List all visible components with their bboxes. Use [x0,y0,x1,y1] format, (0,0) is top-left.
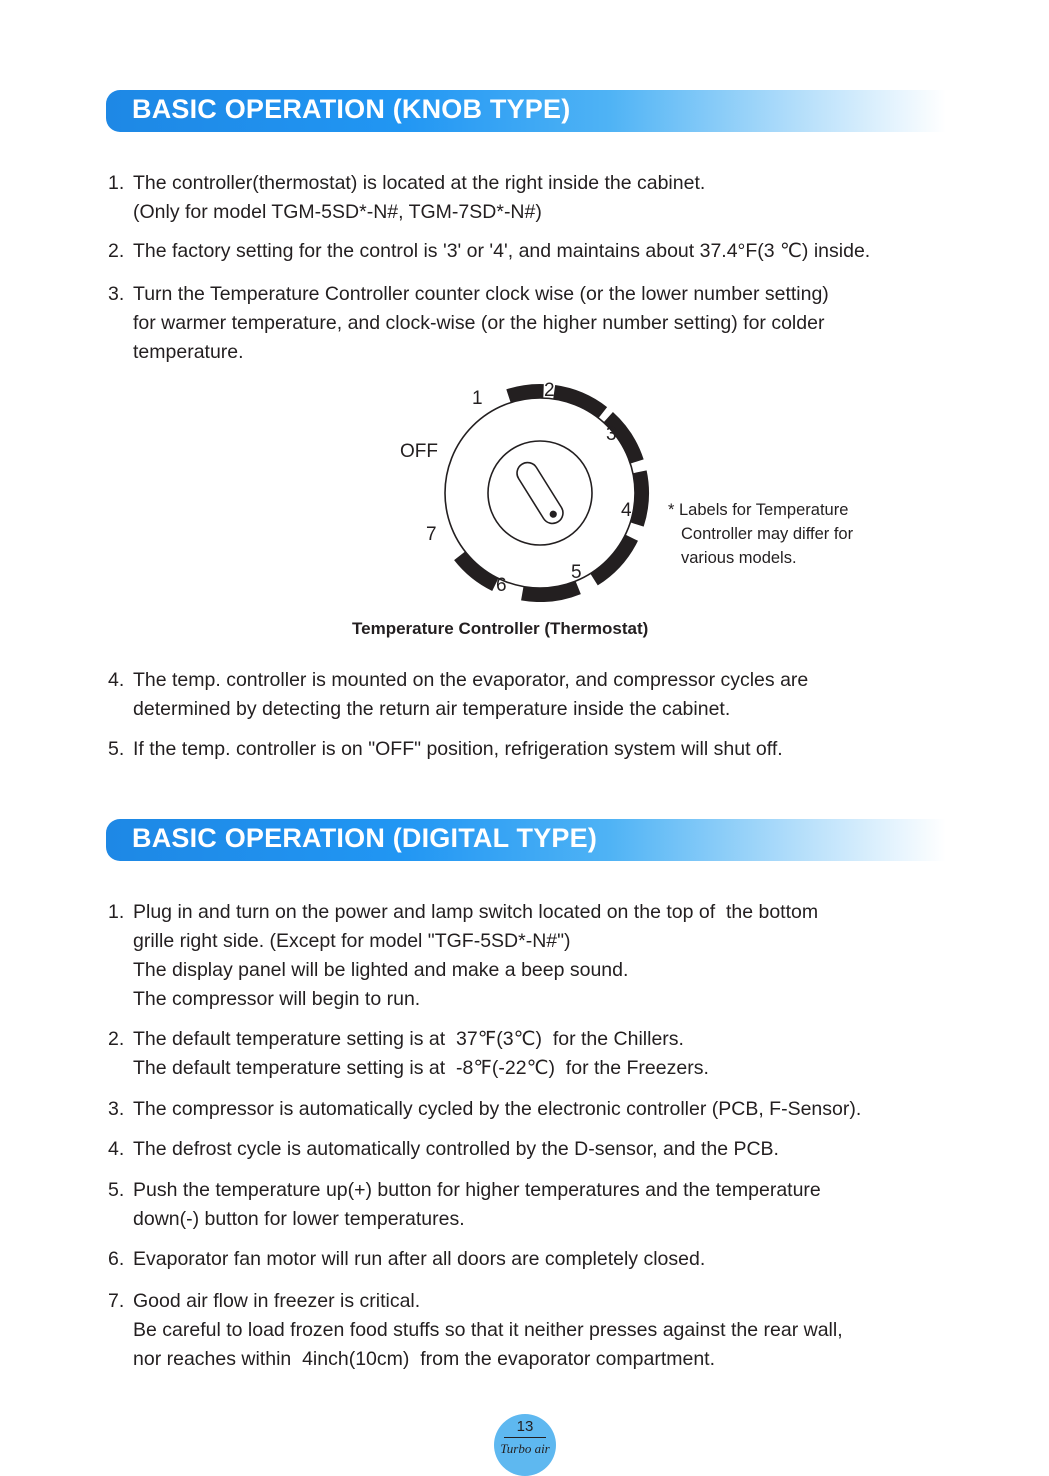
dial-off-label: OFF [400,441,438,462]
dial-segment-7 [454,551,498,590]
dial-note-line: Controller may differ for [681,525,854,543]
item-number: 2. [108,1028,125,1050]
brand-logo: Turbo air [500,1441,550,1456]
section-banner-knob [106,90,946,132]
item-line: Be careful to load frozen food stuffs so that it neither presses against the rear wall, [133,1319,843,1341]
item-line: The temp. controller is mounted on the evaporator, and compressor cycles are [133,669,809,691]
item-number: 3. [108,283,125,305]
item-number: 3. [108,1098,125,1120]
dial-number-1: 1 [472,388,483,409]
item-line: The factory setting for the control is '3' or '4', and maintains about 37.4°F(3 ℃) inside. [133,240,871,262]
item-number: 1. [108,172,125,194]
dial-segment-2 [553,385,607,418]
item-line: Evaporator fan motor will run after all doors are completely closed. [133,1248,706,1270]
item-number: 4. [108,1138,125,1160]
item-line: The display panel will be lighted and make a beep sound. [133,959,629,981]
item-line: Push the temperature up(+) button for higher temperatures and the temperature [133,1179,821,1201]
section-banner-digital [106,819,946,861]
dial-number-7: 7 [426,524,437,545]
item-line: temperature. [133,341,244,363]
dial-number-2: 2 [544,380,555,401]
item-line: The defrost cycle is automatically controlled by the D-sensor, and the PCB. [133,1138,779,1160]
page-number: 13 [516,1418,534,1435]
item-line: grille right side. (Except for model "TGF-5SD*-N#") [133,930,571,952]
item-line: Turn the Temperature Controller counter clock wise (or the lower number setting) [133,283,829,305]
item-number: 6. [108,1248,125,1270]
dial-note [668,498,853,570]
dial-segment-5 [590,535,638,586]
item-line: The controller(thermostat) is located at the right inside the cabinet. [133,172,706,194]
item-line: If the temp. controller is on "OFF" position, refrigeration system will shut off. [133,738,783,760]
dial-number-3: 3 [606,424,617,445]
thermostat-dial-diagram [380,372,670,602]
section-title: BASIC OPERATION (KNOB TYPE) [132,94,571,124]
item-number: 7. [108,1290,125,1312]
item-number: 5. [108,1179,125,1201]
dial-number-4: 4 [621,500,632,521]
item-line: nor reaches within 4inch(10cm) from the evaporator compartment. [133,1348,716,1370]
dial-note-line: various models. [681,549,797,567]
item-line: The compressor is automatically cycled by the electronic controller (PCB, F-Sensor). [133,1098,862,1120]
dial-caption: Temperature Controller (Thermostat) [352,619,649,638]
footer-divider [504,1437,546,1438]
item-number: 5. [108,738,125,760]
item-number: 2. [108,240,125,262]
item-line: The compressor will begin to run. [133,988,421,1010]
section-title: BASIC OPERATION (DIGITAL TYPE) [132,823,598,853]
dial-number-5: 5 [571,562,582,583]
footer-page-badge [494,1414,556,1476]
dial-segment-6 [521,581,581,602]
item-line: Plug in and turn on the power and lamp switch located on the top of the bottom [133,901,819,923]
dial-note-line: * Labels for Temperature [668,501,849,519]
knob-pointer [513,459,567,528]
item-number: 1. [108,901,125,923]
item-line: Good air flow in freezer is critical. [133,1290,421,1312]
item-line: The default temperature setting is at 37℉(3℃) for the Chillers. [133,1028,684,1050]
item-line: for warmer temperature, and clock-wise (or the higher number setting) for colder [133,312,825,334]
item-line: The default temperature setting is at -8℉(-22℃) for the Freezers. [133,1057,709,1079]
item-line: down(-) button for lower temperatures. [133,1208,465,1230]
item-line: (Only for model TGM-5SD*-N#, TGM-7SD*-N#) [133,201,542,223]
dial-number-6: 6 [496,575,507,596]
item-number: 4. [108,669,125,691]
item-line: determined by detecting the return air temperature inside the cabinet. [133,698,731,720]
